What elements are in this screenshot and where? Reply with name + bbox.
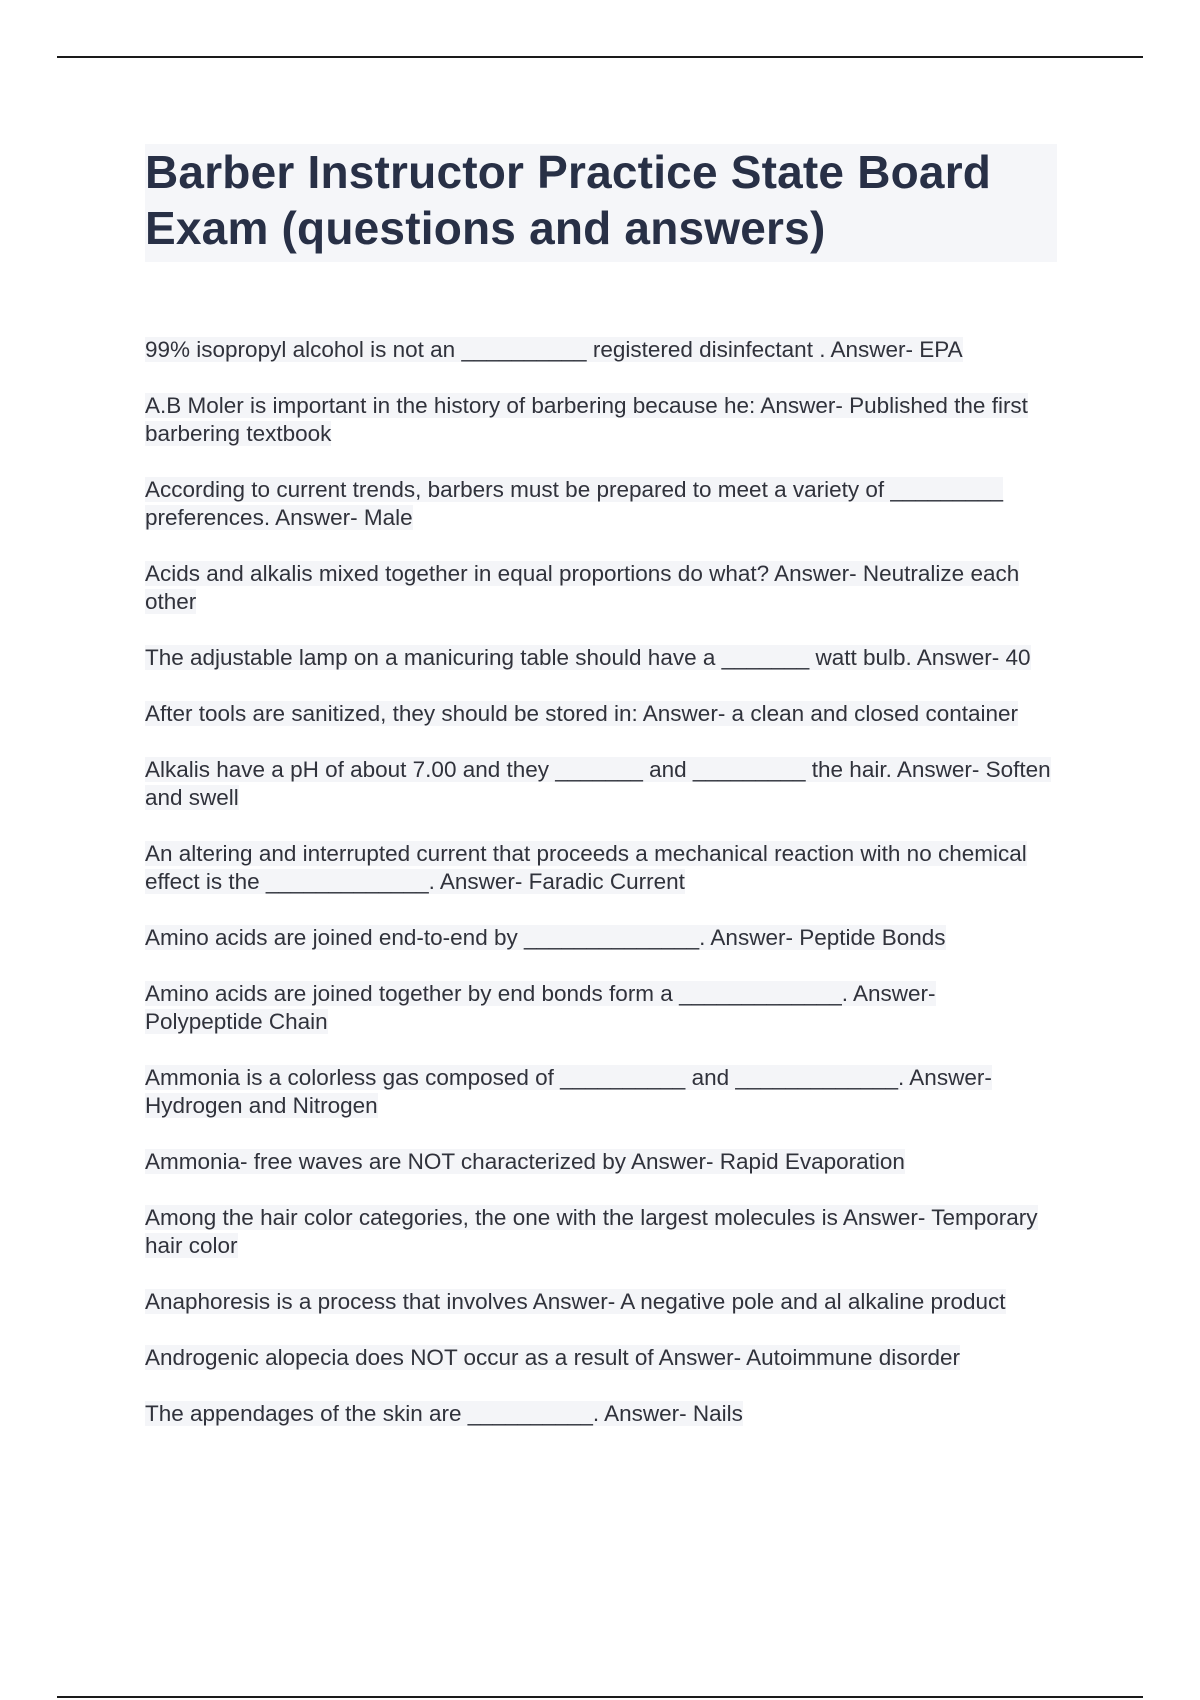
qa-text: The appendages of the skin are __________. Answer- Nails [145,1401,743,1426]
qa-text: Ammonia- free waves are NOT characterized by Answer- Rapid Evaporation [145,1149,905,1174]
qa-item [145,1148,1055,1176]
qa-item [145,1204,1055,1260]
qa-text: Androgenic alopecia does NOT occur as a result of Answer- Autoimmune disorder [145,1345,960,1370]
qa-text: A.B Moler is important in the history of barbering because he: Answer- Published the first barbering textbook [145,393,1028,446]
qa-item [145,392,1055,448]
qa-text: Among the hair color categories, the one with the largest molecules is Answer- Temporary hair color [145,1205,1038,1258]
qa-item [145,700,1055,728]
qa-text: Acids and alkalis mixed together in equal proportions do what? Answer- Neutralize each other [145,561,1020,614]
qa-item [145,560,1055,616]
qa-text: According to current trends, barbers must be prepared to meet a variety of _________ preferences. Answer- Male [145,477,1003,530]
qa-item [145,1400,1055,1428]
qa-item [145,476,1055,532]
qa-text: Anaphoresis is a process that involves Answer- A negative pole and al alkaline product [145,1289,1006,1314]
qa-item [145,840,1055,896]
qa-text: 99% isopropyl alcohol is not an __________ registered disinfectant . Answer- EPA [145,337,963,362]
page-title: Barber Instructor Practice State Board Exam (questions and answers) [145,146,992,254]
qa-item [145,1288,1055,1316]
qa-item [145,756,1055,812]
qa-text: Amino acids are joined end-to-end by ______________. Answer- Peptide Bonds [145,925,946,950]
qa-item [145,924,1055,952]
qa-text: An altering and interrupted current that proceeds a mechanical reaction with no chemical effect is the _____________. Answer- Faradic Current [145,841,1027,894]
qa-item [145,644,1055,672]
title-block [145,144,1057,262]
top-rule [57,56,1143,58]
qa-text: The adjustable lamp on a manicuring table should have a _______ watt bulb. Answer- 40 [145,645,1031,670]
bottom-rule [57,1696,1143,1698]
qa-list [145,336,1055,1456]
qa-text: Alkalis have a pH of about 7.00 and they _______ and _________ the hair. Answer- Soften and swell [145,757,1051,810]
qa-text: After tools are sanitized, they should be stored in: Answer- a clean and closed container [145,701,1019,726]
qa-item [145,980,1055,1036]
qa-item [145,1064,1055,1120]
qa-item [145,336,1055,364]
qa-item [145,1344,1055,1372]
qa-text: Ammonia is a colorless gas composed of __________ and _____________. Answer- Hydrogen and Nitrogen [145,1065,992,1118]
qa-text: Amino acids are joined together by end bonds form a _____________. Answer- Polypeptide Chain [145,981,936,1034]
